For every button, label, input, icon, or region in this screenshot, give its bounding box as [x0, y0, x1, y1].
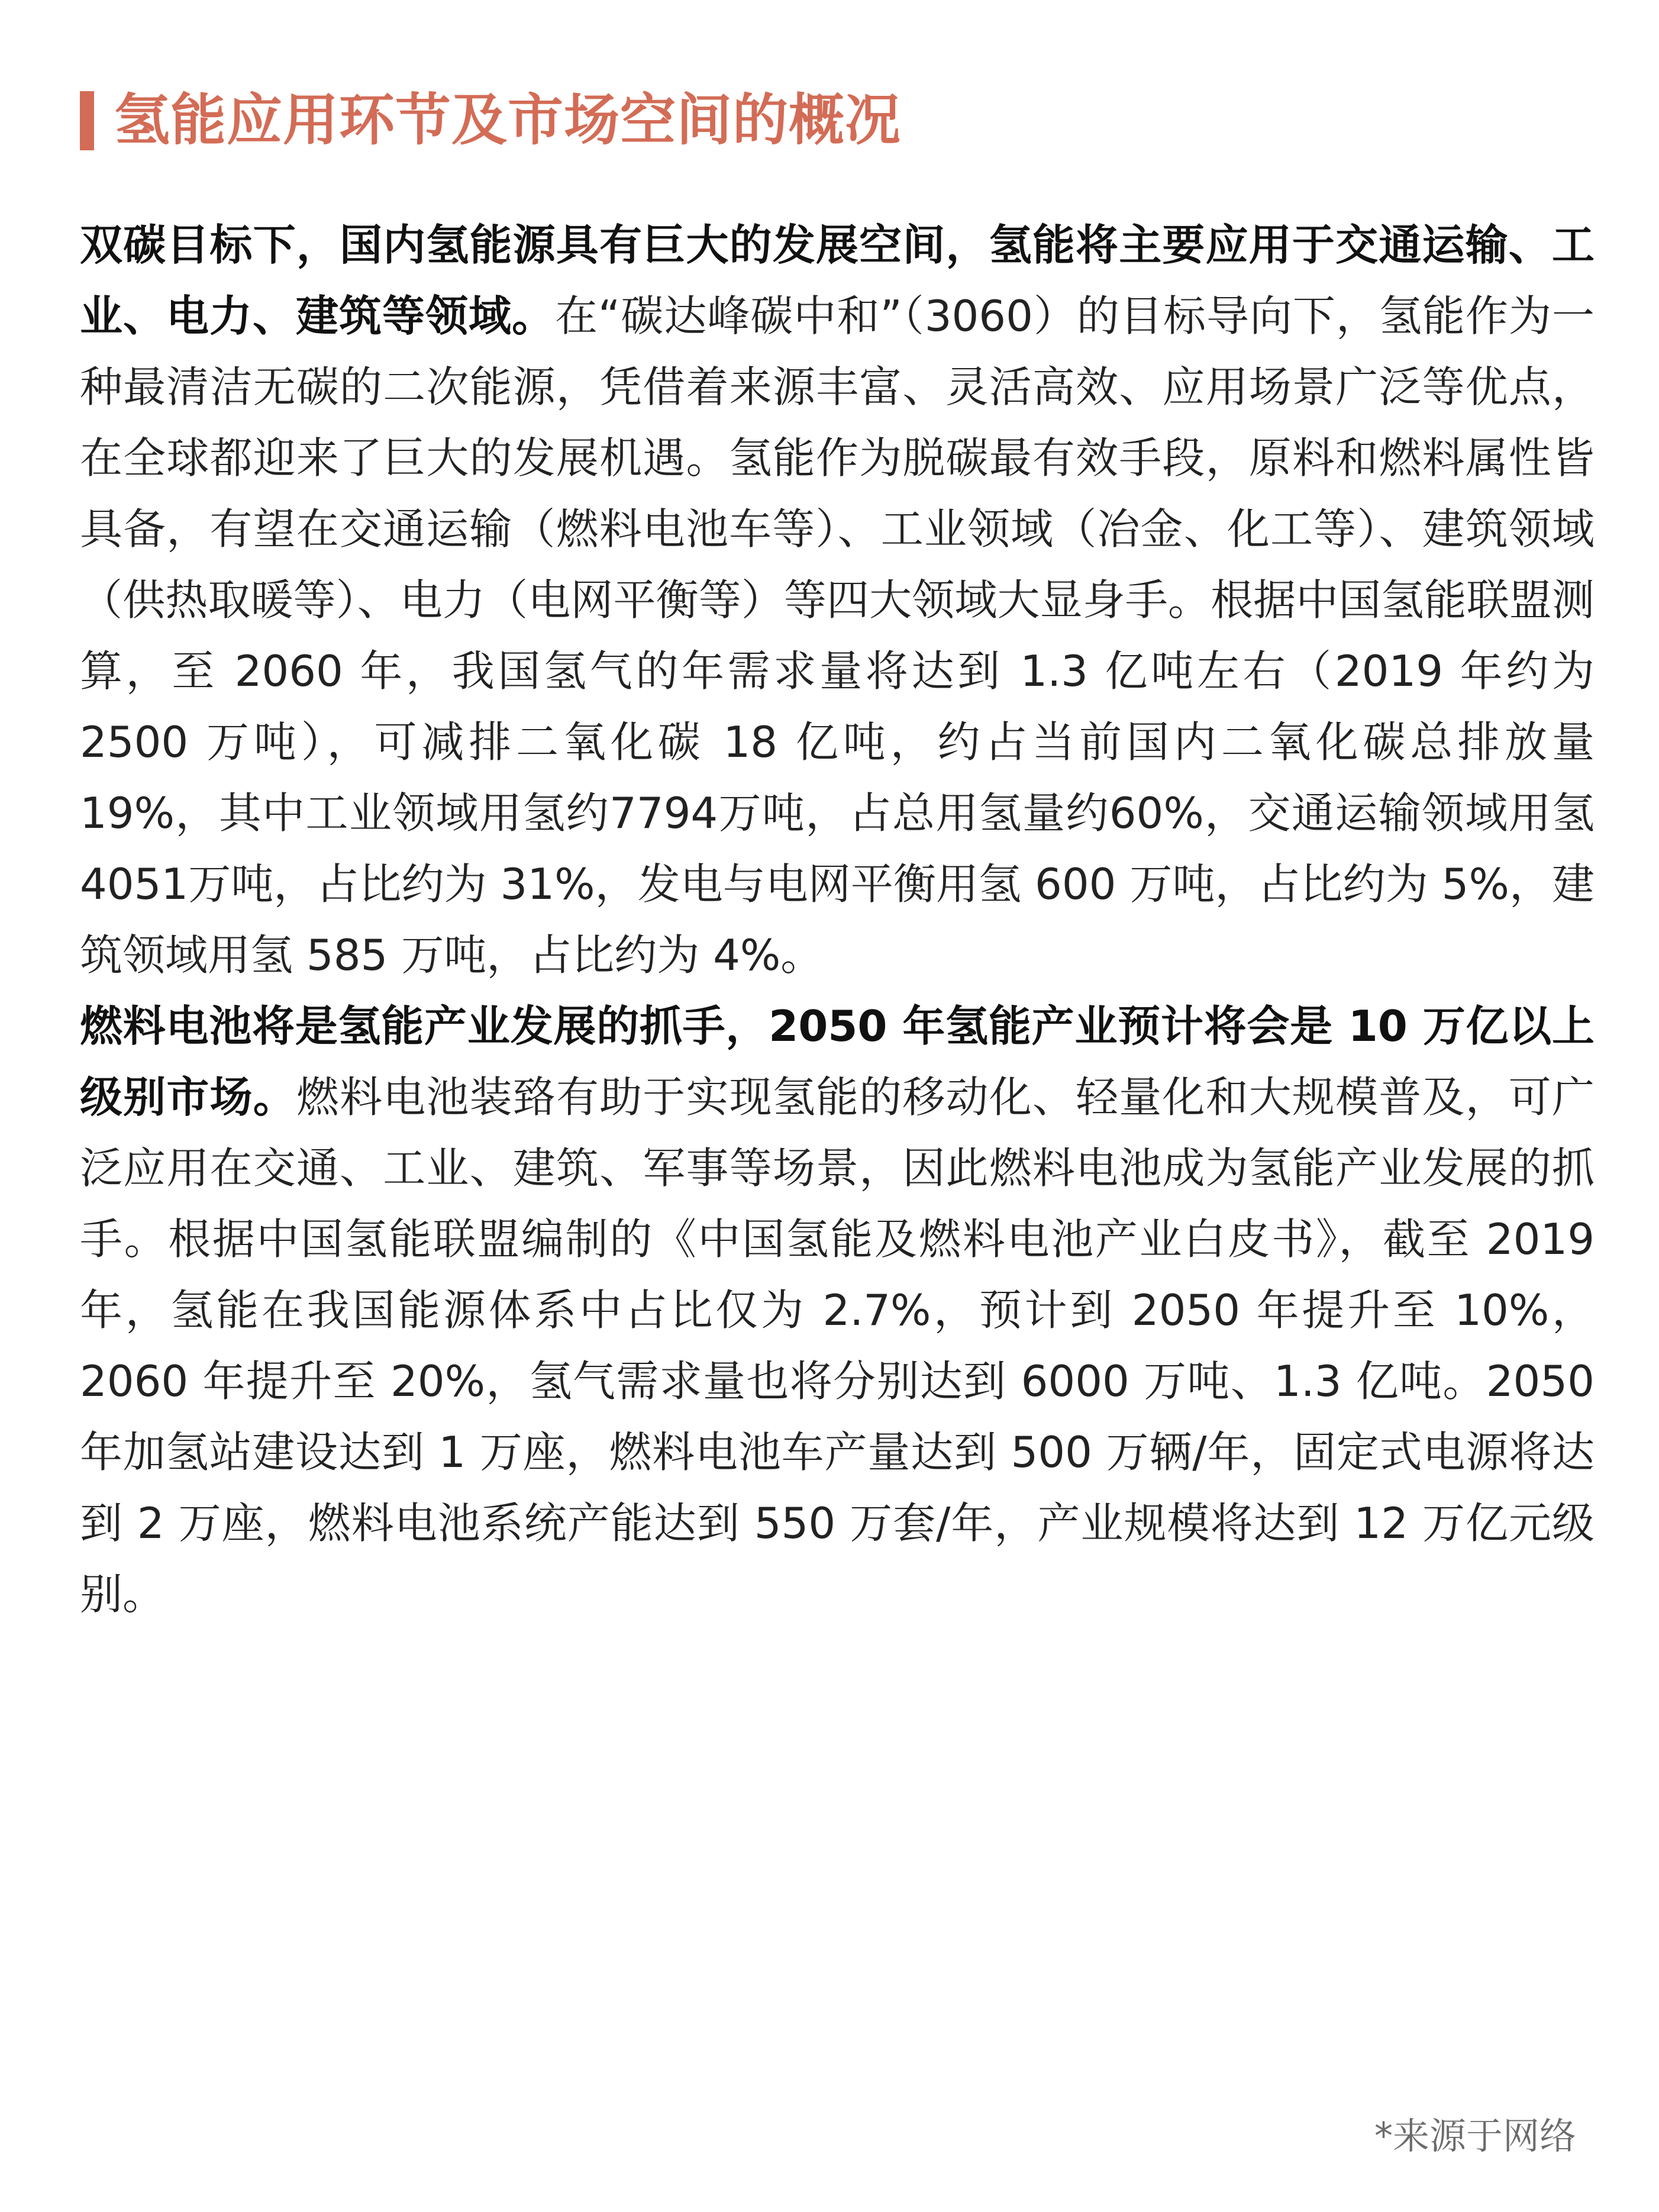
paragraph-lead: 燃料电池将是氢能产业发展的抓手，2050 年氢能产业预计将会是 10 万亿以上级别市场。 [80, 1001, 1595, 1122]
paragraph-text: 燃料电池装臵有助于实现氢能的移动化、轻量化和大规模普及，可广泛应用在交通、工业、建筑、军事等场景，因此燃料电池成为氢能产业发展的抓手。根据中国氢能联盟编制的《中国氢能及燃料电池产业白皮书》，截至 2019 年，氢能在我国能源体系中占比仅为 2.7%，预计到 2050 年提升至 10%，2060 年提升至 20%，氢气需求量也将分别达到 6000 万吨、1.3 亿吨。2050 年加氢站建设达到 1 万座，燃料电池车产量达到 500 万辆/年，固定式电源将达到 2 万座，燃料电池系统产能达到 550 万套/年，产业规模将达到 12 万亿元级别。 [80, 1072, 1595, 1619]
paragraph-hydrogen-applications [80, 209, 1595, 991]
paragraph-fuel-cell-market [80, 991, 1595, 1630]
paragraph-text: 在“碳达峰碳中和”（3060）的目标导向下，氢能作为一种最清洁无碳的二次能源，凭借着来源丰富、灵活高效、应用场景广泛等优点，在全球都迎来了巨大的发展机遇。氢能作为脱碳最有效手段，原料和燃料属性皆具备，有望在交通运输（燃料电池车等）、工业领域（冶金、化工等）、建筑领域（供热取暖等）、电力（电网平衡等）等四大领域大显身手。根据中国氢能联盟测算，至 2060 年，我国氢气的年需求量将达到 1.3 亿吨左右（2019 年约为 2500 万吨），可减排二氧化碳 18 亿吨，约占当前国内二氧化碳总排放量 19%，其中工业领域用氢约7794万吨，占总用氢量约60%，交通运输领域用氢4051万吨，占比约为 31%，发电与电网平衡用氢 600 万吨，占比约为 5%，建筑领域用氢 585 万吨，占比约为 4%。 [80, 291, 1595, 980]
article-body [80, 209, 1595, 1630]
title-accent-bar [80, 91, 94, 150]
source-note: *来源于网络 [1374, 2114, 1576, 2158]
paragraph-lead: 双碳目标下，国内氢能源具有巨大的发展空间，氢能将主要应用于交通运输、工业、电力、建筑等领域。 [80, 220, 1595, 341]
section-header [80, 89, 901, 153]
page-title: 氢能应用环节及市场空间的概况 [114, 88, 902, 153]
